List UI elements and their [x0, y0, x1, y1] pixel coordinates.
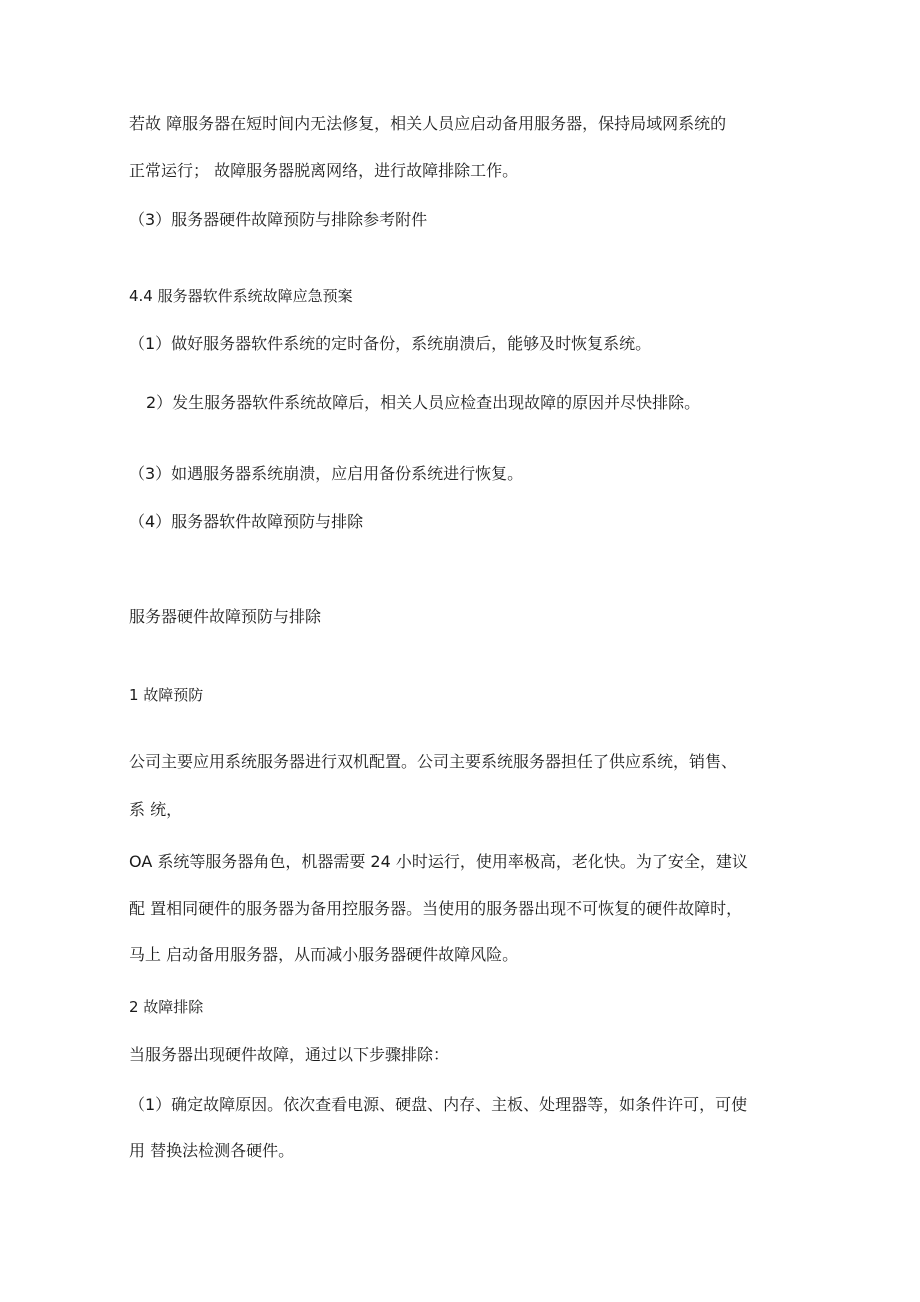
list-item-4: （4）服务器软件故障预防与排除 — [129, 512, 364, 531]
list-item-hardware-reference: （3）服务器硬件故障预防与排除参考附件 — [129, 210, 428, 229]
paragraph-prevention-line-1: 公司主要应用系统服务器进行双机配置。公司主要系统服务器担任了供应系统，销售、 — [129, 752, 738, 771]
list-item-removal-1-line-1: （1）确定故障原因。依次查看电源、硬盘、内存、主板、处理器等，如条件许可，可使 — [129, 1095, 748, 1114]
subheading-fault-prevention: 1 故障预防 — [129, 686, 204, 704]
paragraph-prevention-line-3: OA 系统等服务器角色，机器需要 24 小时运行，使用率极高，老化快。为了安全，建议 — [129, 852, 748, 871]
list-item-3: （3）如遇服务器系统崩溃，应启用备份系统进行恢复。 — [129, 464, 524, 483]
heading-hardware-fault: 服务器硬件故障预防与排除 — [129, 607, 322, 626]
paragraph-removal-intro: 当服务器出现硬件故障，通过以下步骤排除： — [129, 1045, 450, 1064]
paragraph-prevention-line-2: 系 统， — [129, 800, 183, 819]
paragraph-line-2: 正常运行； 故障服务器脱离网络，进行故障排除工作。 — [129, 161, 519, 180]
paragraph-prevention-line-5: 马上 启动备用服务器，从而减小服务器硬件故障风险。 — [129, 945, 519, 964]
list-item-removal-1-line-2: 用 替换法检测各硬件。 — [129, 1141, 295, 1160]
subheading-fault-removal: 2 故障排除 — [129, 998, 204, 1016]
list-item-2: 2）发生服务器软件系统故障后，相关人员应检查出现故障的原因并尽快排除。 — [146, 393, 701, 412]
section-heading-4-4: 4.4 服务器软件系统故障应急预案 — [129, 287, 353, 305]
paragraph-prevention-line-4: 配 置相同硬件的服务器为备用控服务器。当使用的服务器出现不可恢复的硬件故障时， — [129, 899, 743, 918]
paragraph-line-1: 若故 障服务器在短时间内无法修复，相关人员应启动备用服务器，保持局域网系统的 — [129, 114, 727, 133]
list-item-1: （1）做好服务器软件系统的定时备份，系统崩溃后，能够及时恢复系统。 — [129, 334, 652, 353]
